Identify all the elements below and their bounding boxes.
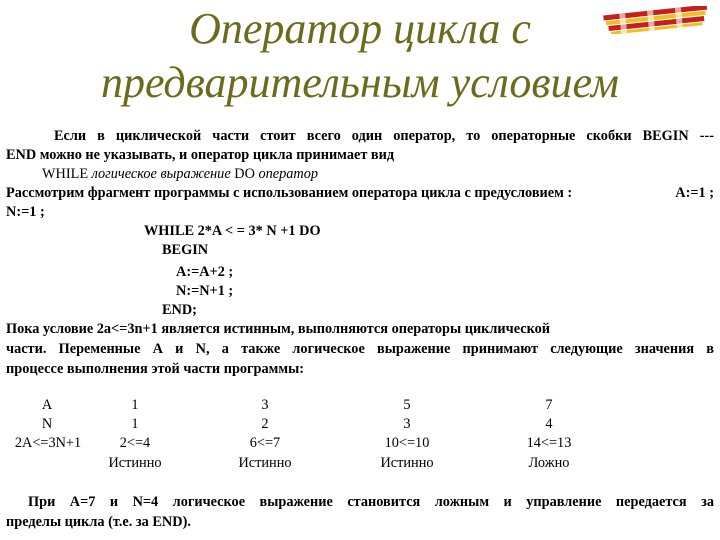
logical-expression-text: логическое выражение xyxy=(91,166,231,182)
table-cell: Истинно xyxy=(108,455,162,471)
intro-line1: Если в циклической части стоит всего один оператор, то операторные скобки BEGIN --- xyxy=(54,128,714,144)
table-cell: 3 xyxy=(261,397,269,413)
page-title-line2: предварительным условием xyxy=(100,58,619,107)
table-cell: 3 xyxy=(403,416,411,432)
conclusion-line2: пределы цикла (т.е. за END). xyxy=(6,514,191,530)
table-cell: 1 xyxy=(131,397,139,413)
page-title-line1: Оператор цикла с xyxy=(189,4,531,53)
decorative-stripes-logo-icon xyxy=(600,6,712,34)
table-cell: 7 xyxy=(545,397,553,413)
condition-line2: части. Переменные А и N, а также логическое выражение принимают следующие значения в xyxy=(6,341,714,357)
code-line-assign-a: A:=A+2 ; xyxy=(176,264,234,280)
operator-text: оператор xyxy=(258,166,319,182)
table-cell: 2 xyxy=(261,416,269,432)
table-cell: 1 xyxy=(131,416,139,432)
table-cell: 2<=4 xyxy=(119,435,151,451)
condition-line3: процессе выполнения этой части программы: xyxy=(6,361,305,377)
while-keyword: WHILE xyxy=(42,166,89,182)
code-line-while: WHILE 2*A < = 3* N +1 DO xyxy=(144,223,321,239)
table-cell: Истинно xyxy=(238,455,292,471)
example-init-a: A:=1 ; xyxy=(675,185,714,201)
table-cell: 10<=10 xyxy=(384,435,430,451)
condition-line1: Пока условие 2а<=3n+1 является истинным, выполняются операторы циклической xyxy=(6,321,551,337)
row-label-condition: 2A<=3N+1 xyxy=(14,435,82,451)
table-cell: 5 xyxy=(403,397,411,413)
table-cell: Истинно xyxy=(380,455,434,471)
values-table xyxy=(0,396,720,476)
table-cell: 4 xyxy=(545,416,553,432)
code-line-assign-n: N:=N+1 ; xyxy=(176,283,234,299)
row-label-n: N xyxy=(41,416,53,432)
example-intro-text: Рассмотрим фрагмент программы с использованием оператора цикла с предусловием : xyxy=(6,185,573,201)
table-cell: Ложно xyxy=(528,455,570,471)
code-line-end: END; xyxy=(162,302,197,318)
table-cell: 14<=13 xyxy=(526,435,572,451)
conclusion-line1: При А=7 и N=4 логическое выражение становится ложным и управление передается за xyxy=(28,494,714,510)
intro-line2: END можно не указывать, и оператор цикла принимает вид xyxy=(6,147,395,163)
table-cell: 6<=7 xyxy=(249,435,281,451)
code-line-begin: BEGIN xyxy=(162,242,209,258)
do-keyword: DO xyxy=(234,166,255,182)
example-init-n: N:=1 ; xyxy=(6,204,45,220)
row-label-a: A xyxy=(41,397,53,413)
intro-line3 xyxy=(6,165,720,184)
